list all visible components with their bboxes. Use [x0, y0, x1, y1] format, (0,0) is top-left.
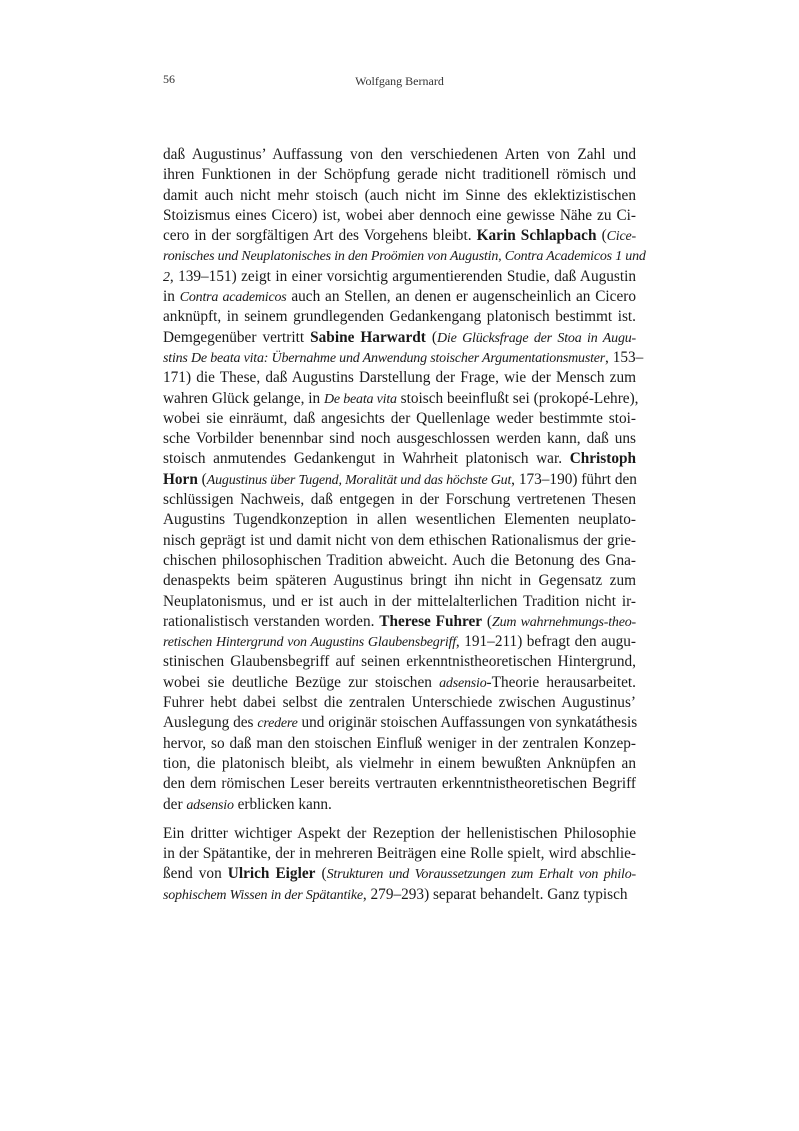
paragraph-gap	[163, 815, 636, 824]
text-line	[163, 673, 636, 693]
body-text	[163, 145, 646, 905]
text-run: erblicken kann.	[233, 795, 332, 813]
text-line	[163, 774, 636, 794]
text-run: cero in der sorgfältigen Art des Vorgehens bleibt.	[163, 227, 477, 245]
text-line	[163, 348, 644, 368]
page-number: 56	[163, 72, 175, 86]
text-line	[163, 734, 636, 754]
text-run: -Theorie herausarbeitet.	[486, 673, 637, 691]
text-line	[163, 449, 636, 469]
text-line	[163, 368, 636, 388]
text-line	[163, 470, 636, 490]
author-name: Horn	[163, 470, 198, 488]
author-name: Karin Schlapbach	[476, 227, 597, 245]
text-run: der	[163, 795, 187, 813]
text-run: auch an Stellen, an denen er augenscheinlich an Cicero	[286, 288, 636, 306]
text-run: , 279–293) separat behandelt. Ganz typisch	[362, 885, 628, 903]
text-run: wahren Glück gelange, in	[163, 389, 324, 407]
italic-title: Contra academicos	[179, 290, 287, 306]
text-run: den dem römischen Leser bereits vertrauten erkenntnistheoretischen Begriff	[163, 775, 636, 793]
text-run: nisch geprägt ist und damit nicht von dem ethischen Rationalismus der grie-	[163, 531, 636, 549]
text-run: , 139–151) zeigt in einer vorsichtig argumentierenden Studie, daß Augustin	[169, 267, 636, 285]
text-line	[163, 226, 636, 246]
text-line	[163, 713, 636, 733]
text-run: daß Augustinus’ Auffassung von den verschiedenen Arten von Zahl und	[163, 146, 636, 163]
text-run: Neuplatonismus, und er ist auch in der mittelalterlichen Tradition nicht ir-	[163, 592, 636, 610]
text-line	[163, 165, 636, 185]
author-name: Christoph	[569, 450, 636, 468]
text-run: sche Vorbilder benennbar sind noch ausgeschlossen werden kann, daß uns	[163, 430, 636, 448]
text-run: Demgegenüber vertritt	[163, 328, 311, 346]
author-name: Ulrich Eigler	[227, 865, 316, 883]
text-run: ßend von	[163, 865, 228, 883]
text-line	[163, 287, 636, 307]
text-line	[163, 145, 636, 165]
text-run: 171) die These, daß Augustins Darstellung der Frage, wie der Mensch zum	[163, 369, 636, 387]
italic-title: retischen Hintergrund von Augustins Glaubensbegriff	[163, 635, 456, 651]
text-run: Ein dritter wichtiger Aspekt der Rezeption der hellenistischen Philosophie	[163, 824, 636, 842]
text-line	[163, 885, 636, 905]
text-line	[163, 510, 636, 530]
text-run: Stoizismus eines Cicero) ist, wobei aber dennoch eine gewisse Nähe zu Ci-	[163, 206, 636, 224]
italic-title: Augustinus über Tugend, Moralität und das höchste Gut	[206, 472, 512, 488]
italic-title: adsensio	[186, 797, 234, 813]
text-run: (	[482, 612, 493, 630]
text-line	[163, 844, 636, 864]
text-run: in der Spätantike, der in mehreren Beiträgen eine Rolle spielt, wird abschlie-	[163, 845, 636, 863]
text-run: in	[163, 288, 180, 306]
text-run: stinischen Glaubensbegriff auf seinen erkenntnistheoretischen Hintergrund,	[163, 653, 636, 671]
text-line	[163, 754, 636, 774]
author-name: Therese Fuhrer	[379, 612, 483, 630]
text-line	[163, 328, 636, 348]
text-line	[163, 246, 646, 266]
text-run: Fuhrer hebt dabei selbst die zentralen Unterschiede zwischen Augustinus’	[163, 694, 636, 712]
text-run: Augustins Tugendkonzeption in allen wesentlichen Elementen neuplato-	[163, 511, 636, 529]
text-line	[163, 206, 636, 226]
text-line	[163, 186, 636, 206]
text-run: anknüpft, in seinem grundlegenden Gedankengang platonisch bestimmt ist.	[163, 308, 636, 326]
text-run: stoisch beeinflußt sei (prokopé-Lehre),	[396, 389, 639, 407]
text-run: ihren Funktionen in der Schöpfung gerade nicht traditionell römisch und	[163, 166, 636, 184]
text-run: , 173–190) führt den	[511, 470, 637, 488]
paragraph	[163, 145, 646, 815]
italic-title: credere	[257, 716, 298, 732]
text-run: (	[596, 227, 607, 245]
text-line	[163, 795, 636, 815]
text-line	[163, 612, 636, 632]
text-run: (	[425, 328, 437, 346]
italic-title: 2	[163, 269, 170, 285]
text-line	[163, 592, 636, 612]
text-run: Auslegung des	[163, 714, 258, 732]
italic-title: Die Glücksfrage der Stoa in Augu-	[436, 330, 637, 346]
text-line	[163, 389, 639, 409]
text-run: denaspekts beim späteren Augustinus bringt ihn nicht in Gegensatz zum	[163, 572, 636, 590]
text-run: , 191–211) befragt den augu-	[455, 633, 636, 651]
text-run: schlüssigen Nachweis, daß entgegen in der Forschung vertretenen Thesen	[163, 491, 636, 509]
text-run: stoisch anmutendes Gedankengut in Wahrheit platonisch war.	[163, 450, 570, 468]
text-run: hervor, so daß man den stoischen Einfluß weniger in der zentralen Konzep-	[163, 734, 636, 752]
text-line	[163, 551, 636, 571]
italic-title: ronisches und Neuplatonisches in den Proömien von Augustin, Contra Academicos 1 und	[163, 249, 646, 265]
italic-title: stins De beata vita: Übernahme und Anwendung stoischer Argumentationsmuster	[163, 350, 606, 366]
italic-title: adsensio	[439, 675, 487, 691]
text-line	[163, 824, 636, 844]
text-run: tion, die platonisch bleibt, als vielmehr in einem bewußten Anknüpfen an	[163, 754, 636, 772]
italic-title: Strukturen und Voraussetzungen zum Erhalt von philo-	[326, 867, 636, 883]
italic-title: De beata vita	[323, 391, 397, 407]
paragraph	[163, 824, 636, 905]
text-line	[163, 864, 636, 884]
text-run: (	[197, 470, 207, 488]
running-head-author: Wolfgang Bernard	[355, 74, 444, 88]
text-line	[163, 693, 636, 713]
text-line	[163, 409, 636, 429]
text-line	[163, 632, 636, 652]
text-run: wobei sie deutliche Bezüge zur stoischen	[163, 673, 440, 691]
text-run: wobei sie einräumt, daß angesichts der Quellenlage weder bestimmte stoi-	[163, 409, 636, 427]
text-run: , 153–	[605, 348, 644, 366]
text-run: rationalistisch verstanden worden.	[163, 612, 380, 630]
italic-title: sophischem Wissen in der Spätantike	[163, 887, 363, 903]
text-line	[163, 429, 636, 449]
text-line	[163, 307, 636, 327]
text-run: chischen philosophischen Tradition abweicht. Auch die Betonung des Gna-	[163, 551, 636, 569]
text-line	[163, 531, 636, 551]
text-line	[163, 490, 636, 510]
text-line	[163, 267, 636, 287]
text-line	[163, 652, 636, 672]
text-line	[163, 571, 636, 591]
text-run: (	[315, 865, 327, 883]
author-name: Sabine Harwardt	[310, 328, 426, 346]
italic-title: Cice-	[606, 229, 636, 245]
running-head	[163, 72, 636, 92]
text-run: damit auch nicht mehr stoisch (auch nicht im Sinne des eklektizistischen	[163, 186, 636, 204]
italic-title: Zum wahrnehmungs-theo-	[492, 614, 637, 630]
text-run: und originär stoischen Auffassungen von synkatáthesis	[297, 714, 638, 732]
